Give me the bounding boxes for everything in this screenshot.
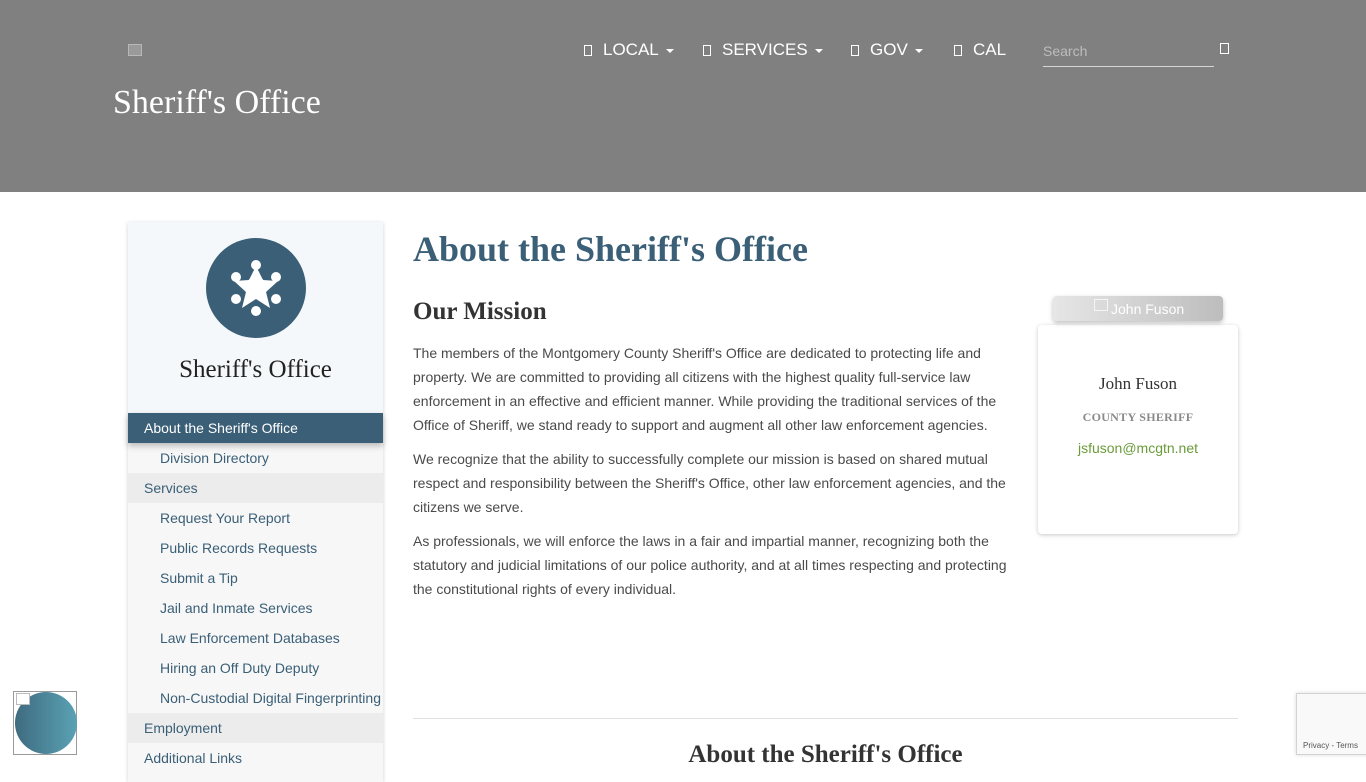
recaptcha-badge[interactable] — [1296, 693, 1366, 755]
nav-cal[interactable] — [954, 38, 1006, 62]
search-field — [1043, 38, 1214, 67]
broken-image-icon — [1094, 299, 1108, 311]
sidebar-item-law-databases[interactable]: Law Enforcement Databases — [128, 623, 383, 653]
sidebar-item-additional-links[interactable]: Additional Links — [128, 743, 383, 773]
sidebar-item-services[interactable]: Services — [128, 473, 383, 503]
chevron-down-icon — [666, 49, 674, 53]
sidebar-item-jail-inmate[interactable]: Jail and Inmate Services — [128, 593, 383, 623]
sidebar-item-hiring-deputy[interactable]: Hiring an Off Duty Deputy — [128, 653, 383, 683]
nav-services-label: SERVICES — [722, 40, 808, 59]
nav-gov[interactable] — [851, 38, 923, 62]
sidebar — [128, 222, 383, 782]
mission-paragraph: The members of the Montgomery County Sheriff's Office are dedicated to protecting life and property. We are committed to providing all citizens with the highest quality full-service law enforcement in an effective and efficient manner. While providing the traditional services of the Office of Sheriff, we stand ready to support and augment all other law enforcement agencies. — [413, 345, 997, 433]
sidebar-item-submit-tip[interactable]: Submit a Tip — [128, 563, 383, 593]
department-badge — [206, 238, 306, 338]
profile-card — [1038, 325, 1238, 534]
sidebar-item-public-records[interactable]: Public Records Requests — [128, 533, 383, 563]
sidebar-item-fingerprinting[interactable]: Non-Custodial Digital Fingerprinting — [128, 683, 383, 713]
search-icon[interactable] — [1220, 43, 1229, 54]
profile-role: COUNTY SHERIFF — [1082, 410, 1194, 424]
bottom-section-title: About the Sheriff's Office — [688, 741, 963, 768]
nav-local[interactable] — [584, 38, 674, 62]
broken-image-icon — [16, 693, 30, 705]
nav-cal-label: CAL — [973, 40, 1007, 59]
gov-icon — [851, 45, 859, 56]
sheriff-star-icon — [206, 238, 306, 338]
sidebar-item-division-directory[interactable]: Division Directory — [128, 443, 383, 473]
site-header — [0, 0, 1366, 192]
broken-image-icon — [128, 44, 142, 56]
profile-photo — [1053, 296, 1223, 321]
profile-name: John Fuson — [1099, 374, 1177, 393]
mission-paragraph: As professionals, we will enforce the laws in a fair and impartial manner, recognizing both the statutory and judicial limitations of our police authority, and at all times respecting and protecting the constitutional rights of every individual. — [413, 533, 1007, 597]
search-input[interactable] — [1043, 38, 1214, 64]
recaptcha-links: Privacy - Terms — [1303, 741, 1358, 750]
page-title: About the Sheriff's Office — [413, 229, 808, 269]
accessibility-widget-button[interactable] — [13, 691, 77, 755]
profile-photo-alt: John Fuson — [1111, 301, 1185, 317]
services-icon — [703, 45, 711, 56]
section-divider — [413, 718, 1238, 719]
nav-local-label: LOCAL — [603, 40, 659, 59]
chevron-down-icon — [915, 49, 923, 53]
sidebar-item-employment[interactable]: Employment — [128, 713, 383, 743]
sidebar-header — [128, 222, 383, 413]
site-title: Sheriff's Office — [113, 84, 321, 121]
calendar-icon — [954, 45, 962, 56]
nav-services[interactable] — [703, 38, 823, 62]
mission-paragraph: We recognize that the ability to successfully complete our mission is based on shared mutual respect and responsibility between the Sheriff's Office, other law enforcement agencies, and the citizens we serve. — [413, 451, 1006, 515]
sidebar-item-about[interactable]: About the Sheriff's Office — [128, 413, 383, 443]
local-icon — [584, 45, 592, 56]
sidebar-title: Sheriff's Office — [179, 356, 332, 383]
nav-gov-label: GOV — [870, 40, 908, 59]
section-title: Our Mission — [413, 298, 547, 325]
sidebar-item-request-report[interactable]: Request Your Report — [128, 503, 383, 533]
site-logo[interactable] — [128, 44, 144, 58]
profile-email-link[interactable]: jsfuson@mcgtn.net — [1077, 440, 1199, 456]
chevron-down-icon — [815, 49, 823, 53]
